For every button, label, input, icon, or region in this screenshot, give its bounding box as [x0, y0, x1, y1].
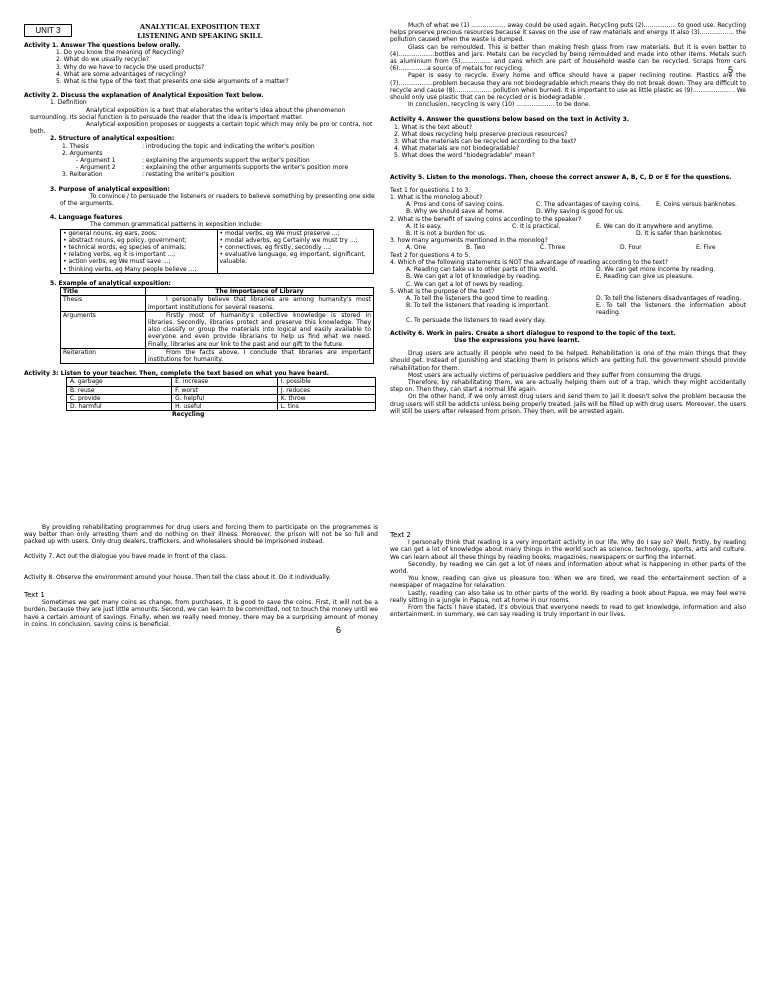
structure-row: 1. Thesis : introducing the topic and indicating the writer's position [62, 142, 315, 150]
definition-text-1: Analytical exposition is a text that elaborates the writer's idea about the phenomenon surrounding. Its social function is to persuade the reader that the idea is important matter. [30, 106, 346, 121]
language-heading: 4. Language features [50, 214, 123, 222]
structure-list [24, 143, 378, 179]
question-5: 5. What is the purpose of the text? [390, 287, 495, 295]
question-5-options: A. To tell the listeners the good time to reading. D. To tell the listeners disadvantages of reading. [406, 294, 742, 302]
table-row: Reiteration From the facts above, I conclude that libraries are important institutions for humanity. [61, 348, 374, 363]
cloze-paragraph-1: Much of what we (1) .................. away could be used again. Recycling puts (2)................. to good use. Recycling helps preserve precious resources because it saves on the use of raw materials and energy. It also (3).................. the pollution caused when the waste is dumped. [390, 22, 746, 44]
example-heading: 5. Example of analytical exposition: [50, 279, 171, 287]
text-2-paragraph: From the facts I have stated, it's obvious that everyone needs to read to get knowledge, information and also entertainment. In summary, we can say reading is truly important in our lives. [390, 604, 746, 619]
question-4-options: A. Reading can take us to other parts of the world. D. We can get more income by reading. [406, 266, 716, 274]
structure-row: 2. Arguments [62, 149, 103, 157]
activity-4-list [390, 124, 746, 160]
list-item: 4. What materials are not biodegradable? [394, 145, 520, 153]
title-line-2: LISTENING AND SPEAKING SKILL [137, 30, 263, 40]
question-1-options: B. Why we should save at home. D. Why saving is good for us. [406, 208, 624, 216]
text-1-body: Sometimes we get many coins as change, from purchases. It is good to save the coins. First, it will not be a burden, because they are just little amounts. Second, we can learn to be committed, not to touch the money until we have a certain amount of savings. Finally, when we really need money, there may be a surprising amount of money in coins. In conclusion, saving coins is beneficial. [24, 599, 378, 628]
activity-7: Activity 7. Act out the dialogue you have made in front of the class. [24, 552, 228, 560]
activity-2-title: Activity 2. Discuss the explanation of Analytical Exposition Text below. [24, 92, 264, 100]
text-2-paragraph: I personally think that reading is a very important activity in our life. Why do I say so? Well, firstly, by reading we can get a lot of knowledge about many things in the world such as science, technology, sports, arts and culture. We can learn about all these things by reading books, magazines, newspapers or surfing the internet. [390, 539, 746, 561]
text-1-heading: Text 1 for questions 1 to 3. [390, 186, 471, 194]
page-title [130, 23, 270, 40]
list-item: 3. What the materials can be recycled according to the text? [394, 138, 577, 146]
definition-heading: 1. Definition [50, 99, 87, 107]
activity-1-title: Activity 1. Answer The questions below orally. [24, 42, 181, 49]
list-item: 4. What are some advantages of recycling? [56, 70, 187, 78]
table-row: Thesis I personally believe that libraries are among humanity's most important institutions for several reasons. [61, 296, 374, 311]
cloze-paragraph-4: In conclusion, recycling is very (10) .................... to be done. [408, 101, 591, 109]
question-4-options: B. We can get a lot of knowledge by reading. E. Reading can give us pleasure. [406, 273, 694, 281]
activity-8: Activity 8. Observe the environment around your house. Then tell the class about it. Do it individually. [24, 573, 331, 581]
list-item: • evaluative language, eg important, significant, valuable. [219, 251, 366, 266]
list-item: 5. What does the word "biodegradable" mean? [394, 152, 535, 160]
list-item: • modal verbs, eg We must preserve ...; [219, 229, 340, 237]
table-row: Arguments Firstly most of humanity's collective knowledge is stored in libraries. Secondly, libraries protect and preserve this knowledge. They also classify or group the materials into logical and easily available to everyone and even provide librarians to help us find what we need. Finally, libraries are our link to the past and our gift to the future. [61, 311, 374, 348]
structure-row: - Argument 2 : explaining the other arguments supports the writer's position more [76, 164, 349, 172]
page-2-left-column [24, 524, 378, 628]
question-2: 2. What is the benefit of saving coins according to the speaker? [390, 215, 582, 223]
list-item: • abstract nouns, eg policy, government; [63, 236, 187, 244]
structure-row: - Argument 1 : explaining the arguments support the writer's position [76, 157, 310, 165]
list-item: 2. What does recycling help preserve precious resources? [394, 130, 568, 138]
table-row: B. reuse F. worst J. reduces [67, 386, 376, 394]
structure-heading: 2. Structure of analytical exposition: [50, 135, 175, 143]
question-2-options: A. It is easy. C. It is practical. E. We can do it anywhere and anytime. [406, 222, 714, 230]
right-column [390, 22, 746, 415]
question-3: 3. how many arguments mentioned in the monolog? [390, 237, 548, 245]
cloze-paragraph-3: Paper is easy to recycle. Every home and office should have a paper reclining routine. Plastics are the (7)..................problem because they are not biodegradable which means they do not break down. They are difficult to recycle and cause (8)................... pollution when burned. It is important to use as little plastic as (9).................... . We should only use plastic that can be recycled or is biodegradable . [390, 72, 746, 102]
question-3-options: A. One B. Two C. Three D. Four E. Five [406, 244, 716, 252]
activity-6-title: Activity 6. Work in pairs. Create a short dialogue to respond to the topic of the text. [390, 329, 676, 337]
question-2-options: B. It is not a burden for us. D. It is safer than banknotes. [406, 230, 723, 238]
list-item: • connectives, eg firstly, secondly ...; [219, 244, 332, 252]
text-2-paragraph: Lastly, reading can also take us to other parts of the world. By reading a book about Papua, we may feel we're really sitting in a jungle in Papua, not at home in our rooms. [390, 589, 746, 604]
question-5-options: B. To tell the listeners that reading is important. E. To tell the listeners the information about reading. [406, 302, 746, 317]
table-row: D. harmful H. useful L. tins [67, 402, 376, 410]
table-row: A. garbage E. increase I. possible [67, 378, 376, 386]
text-2-heading: Text 2 for questions 4 to 5. [390, 251, 471, 259]
title-line-1: ANALYTICAL EXPOSITION TEXT [139, 22, 261, 31]
activity-6-subtitle: Use the expressions you have learnt. [454, 336, 580, 344]
page-number: 5 [728, 65, 734, 75]
activity-1-list [24, 49, 378, 85]
purpose-heading: 3. Purpose of analytical exposition: [50, 185, 170, 193]
unit-label: UNIT 3 [24, 24, 72, 37]
text-2-heading: Text 2 [390, 531, 411, 539]
activity-5-title: Activity 5. Listen to the monologs. Then, choose the correct answer A, B, C, D or E for the questions. [390, 173, 732, 181]
vocabulary-table [66, 377, 376, 411]
list-item: • general nouns, eg ears, zoos; [63, 229, 158, 237]
left-column [24, 42, 378, 418]
language-subheading: The common grammatical patterns in exposition include: [90, 221, 263, 229]
purpose-text: To convince / to persuade the listeners or readers to believe something by presenting one side of the arguments. [60, 192, 375, 208]
question-1: 1. What is the monolog about? [390, 194, 483, 202]
text-1-heading: Text 1 [24, 591, 45, 600]
list-item: 5. What is the type of the text that presents one side arguments of a matter? [56, 78, 289, 86]
rehabilitation-paragraph: By providing rehabilitating programmes for drug users and forcing them to participate on the programmes is way better than only arresting them and do nothing on their illness. Moreover, the prison will not be so full and packed up with users. Only drug dealers, traffickers, and wholesalers should be imprisoned instead. [24, 524, 378, 546]
structure-row: 3. Reiteration : restating the writer's position [62, 171, 235, 179]
table-row: C. provide G. helpful K. throw [67, 394, 376, 402]
question-5-option: C. To persuade the listeners to read every day. [406, 316, 546, 324]
list-item: • relating verbs, eg it is important ...; [63, 251, 176, 259]
list-item: • technical words, eg species of animals; [63, 244, 187, 252]
table-row: Title The Importance of Library [61, 288, 374, 296]
cloze-paragraph-2: Glass can be remoulded. This is better than making fresh glass from raw materials. But it is even better to (4)...................bottles and jars. Metals can be recycled by being remoulded and made into other items. Metals such as aluminium from (5)................ and cans which are part of household waste can be recycled. Scraps from cars (6)...............a source of metals for recycling. [390, 43, 746, 73]
list-item: 3. Why do we have to recycle the used products? [56, 63, 205, 71]
list-item: 1. Do you know the meaning of Recycling? [56, 49, 185, 57]
definition-text-2: Analytical exposition proposes or suggests a certain topic which may only be pro or contra, not both. [30, 121, 373, 136]
page-number: 6 [336, 625, 342, 635]
page-2-right-column [390, 532, 746, 618]
activity-6-paragraph: Drug users are actually ill people who need to be helped. Rehabilitation is one of the main things that they should get. Instead of punishing and stacking them in prisons which are getting full, the government should provide rehabilitation for them. [390, 350, 746, 372]
question-4: 4. Which of the following statements is NOT the advantage of reading according to the text? [390, 258, 668, 266]
recycling-label: Recycling [172, 411, 205, 419]
activity-6-paragraph: Most users are actually victims of persuasive peddlers and they suffer from consuming the drugs. [408, 371, 703, 379]
list-item: • thinking verbs, eg Many people believe ...; [63, 265, 197, 273]
example-table [60, 287, 374, 364]
question-1-options: A. Pros and cons of saving coins. C. The advantages of saving coins. E. Coins versus banknotes. [406, 201, 737, 209]
question-4-option: C. We can get a lot of news by reading. [406, 280, 524, 288]
language-features-table [60, 229, 374, 274]
list-item: 2. What do we usually recycle? [56, 56, 150, 64]
list-item: • action verbs, eg We must save ...; [63, 258, 171, 266]
activity-6-paragraph: Therefore, by rehabilitating them, we are actually helping them out of a trap, which they might accidentally step on. Then they, can start a normal life again. [390, 378, 746, 394]
activity-4-title: Activity 4. Answer the questions below based on the text in Activity 3. [390, 116, 630, 124]
text-2-paragraph: Secondly, by reading we can get a lot of news and information about what is happening in other parts of the world. [390, 560, 746, 576]
list-item: 1. What is the text about? [394, 123, 473, 131]
text-2-paragraph: You know, reading can give us pleasure too. When we are tired, we read the entertainment section of a newspaper of magazine for relaxation. [390, 575, 746, 590]
activity-6-paragraph: On the other hand, if we only arrest drug users and send them to jail it doesn't solve the problem because the drug users will still be addicts unless being properly treated. Jails will be filled up with drug users. Moreover, the users will still be users after released from prison. They then, will be arrested again. [390, 393, 746, 415]
list-item: • modal adverbs, eg Certainly we must try ...; [219, 236, 358, 244]
activity-3-title: Activity 3: Listen to your teacher. Then, complete the text based on what you have heard. [24, 370, 330, 378]
